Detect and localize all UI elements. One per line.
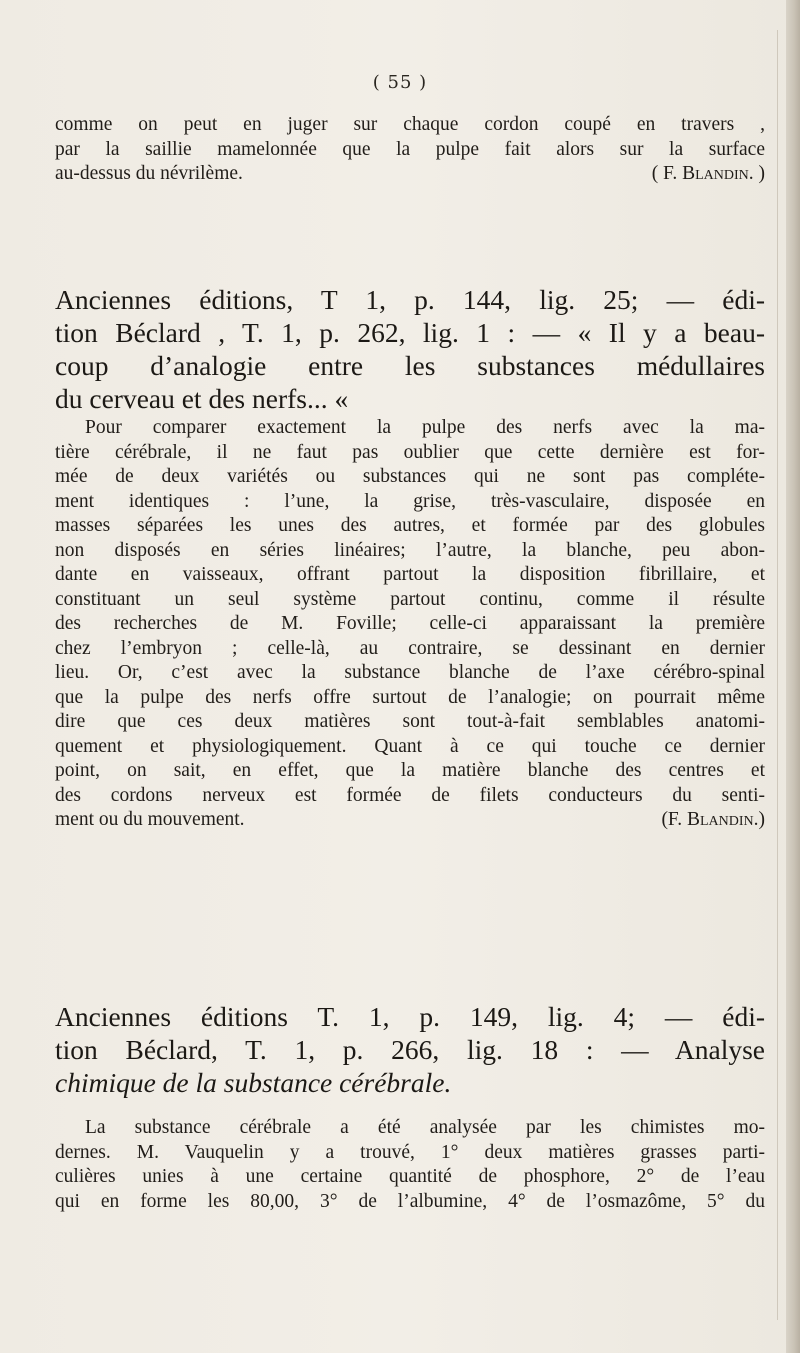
text-line: tière cérébrale, il ne faut pas oublier que cette dernière est for- [55, 441, 765, 463]
text-line: Pour comparer exactement la pulpe des nerfs avec la ma- [85, 417, 765, 438]
heading-line: du cerveau et des nerfs... « [55, 383, 349, 414]
text-line: dire que ces deux matières sont tout-à-fait semblables anatomi- [55, 711, 765, 732]
text-line: culières unies à une certaine quantité de phosphore, 2° de l’eau [55, 1166, 765, 1187]
text-line: non disposés en séries linéaires; l’autre, la blanche, peu abon- [55, 539, 765, 561]
edition-note-heading-2 [55, 1000, 765, 1099]
text-line: dante en vaisseaux, offrant partout la disposition fibrillaire, et [55, 564, 765, 585]
page-edge-line [777, 30, 778, 1320]
heading-line: Anciennes éditions T. 1, p. 149, lig. 4; — édi- [55, 1001, 765, 1032]
text-line [55, 808, 765, 833]
text-line: des cordons nerveux est formée de filets conducteurs du senti- [55, 784, 765, 806]
text-line: ment identiques : l’une, la grise, très-vasculaire, disposée en [55, 490, 765, 512]
text-line: point, on sait, en effet, que la matière blanche des centres et [55, 760, 765, 781]
paragraph-continuation [55, 113, 765, 187]
text-line [55, 162, 765, 187]
text-line: mée de deux variétés ou substances qui ne sont pas compléte- [55, 466, 765, 487]
text-line: quement et physiologiquement. Quant à ce qui touche ce dernier [55, 735, 765, 757]
heading-line: tion Béclard , T. 1, p. 262, lig. 1 : — « Il y a beau- [55, 317, 765, 348]
page-number: ( 55 ) [372, 72, 428, 93]
text-line: des recherches de M. Foville; celle-ci apparaissant la première [55, 613, 765, 634]
heading-line: Anciennes éditions, T 1, p. 144, lig. 25; — édi- [55, 284, 765, 315]
commentary-paragraph [55, 416, 765, 833]
text-line: lieu. Or, c’est avec la substance blanche de l’axe cérébro-spinal [55, 662, 765, 683]
text-line-end: ment ou du mouvement. [55, 809, 245, 830]
text-line: par la saillie mamelonnée que la pulpe fait alors sur la surface [55, 138, 765, 160]
text-line: qui en forme les 80,00, 3° de l’albumine, 4° de l’osmazôme, 5° du [55, 1190, 765, 1212]
text-line: constituant un seul système partout continu, comme il résulte [55, 588, 765, 610]
text-line: chez l’embryon ; celle-là, au contraire, se dessinant en dernier [55, 637, 765, 659]
heading-title-italic: chimique de la substance cérébrale. [55, 1067, 452, 1098]
text-line: que la pulpe des nerfs offre surtout de l’analogie; on pourrait même [55, 686, 765, 708]
heading-line: coup d’analogie entre les substances médullaires [55, 350, 765, 381]
author-signature: (F. Blandin.) [661, 809, 765, 830]
heading-line: tion Béclard, T. 1, p. 266, lig. 18 : — Analyse [55, 1034, 765, 1065]
analysis-paragraph [55, 1116, 765, 1214]
text-line: La substance cérébrale a été analysée par les chimistes mo- [85, 1117, 765, 1138]
edition-note-heading [55, 283, 765, 415]
page-edge-binding [786, 0, 800, 1353]
text-line: masses séparées les unes des autres, et formée par des globules [55, 515, 765, 536]
author-signature: ( F. Blandin. ) [651, 163, 765, 184]
text-line: comme on peut en juger sur chaque cordon coupé en travers , [55, 114, 765, 135]
text-line: dernes. M. Vauquelin y a trouvé, 1° deux matières grasses parti- [55, 1141, 765, 1163]
text-line-end: au-dessus du névrilème. [55, 163, 243, 184]
